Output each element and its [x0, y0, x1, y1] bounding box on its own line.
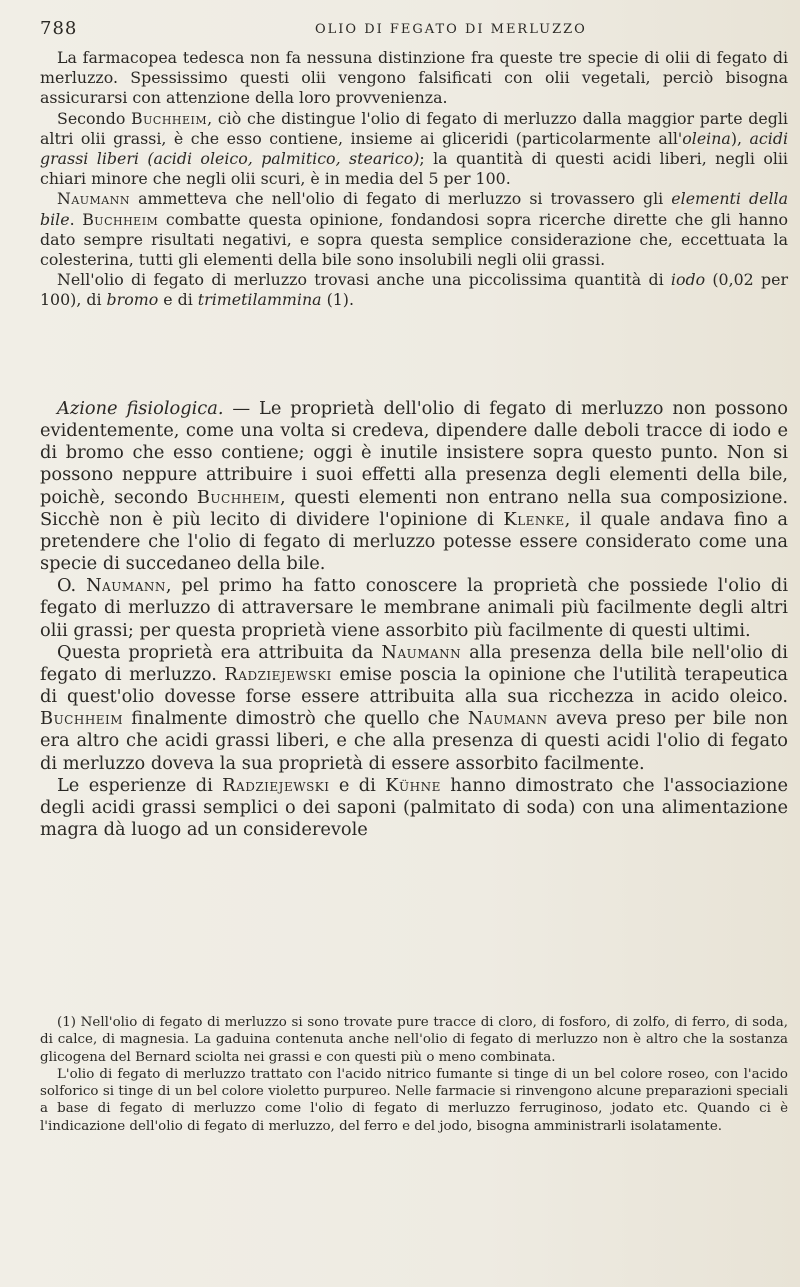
- section-heading: Azione fisiologica.: [57, 398, 224, 419]
- author-name: Buchheim: [40, 708, 124, 730]
- author-name: Klenke: [503, 508, 565, 530]
- author-name: Radziejewski: [222, 774, 330, 796]
- text-run: — Le proprietà dell'olio di fegato di merluzzo non possono evidentemente, come una volta si credeva, dipendere dalle deboli tracce di iodo e di bromo che esso contiene; oggi è inutile insistere sopra questo punto. Non si possono neppure attribuire i suoi effetti alla presenza degli elementi della bile, poichè, secondo: [40, 398, 788, 508]
- paragraph-oleic-acid: [40, 642, 788, 775]
- text-run: , ciò che distingue l'olio di fegato di merluzzo dalla maggior parte degli altri olii grassi, è che esso contiene, insieme ai gliceridi (particolarmente all': [40, 108, 788, 148]
- footnote-1: (1) Nell'olio di fegato di merluzzo si sono trovate pure tracce di cloro, di fosforo, di zolfo, di ferro, di soda, di calce, di magnesia. La gaduina contenuta anche nell'olio di fegato di merluzzo non è altro che la sostanza glicogena del Bernard sciolta nei grassi e con questi più o meno combinata.: [40, 1015, 788, 1065]
- text-run: alla presenza della bile nell'olio di fegato di merluzzo.: [40, 641, 788, 685]
- author-name: Naumann: [57, 189, 130, 209]
- text-run: Questa proprietà era attribuita da: [57, 641, 382, 663]
- physiological-action-section: [40, 398, 788, 841]
- term: iodo: [670, 270, 706, 290]
- author-name: Radziejewski: [224, 663, 332, 685]
- text-run: finalmente dimostrò che quello che: [123, 708, 468, 730]
- author-name: Naumann: [467, 708, 548, 730]
- text-run: (1).: [321, 290, 354, 310]
- paragraph-iodine: [40, 270, 788, 310]
- text-run: , questi elementi non entrano nella sua composizione. Sicchè non è più lecito di dividere l'opinione di: [40, 486, 789, 530]
- term: acidi grassi liberi (acidi oleico, palmitico, stearico): [40, 128, 788, 169]
- page-number: 788: [40, 18, 78, 39]
- paragraph-experiments: [40, 775, 788, 841]
- text-run: ; la quantità di questi acidi liberi, negli olii chiari minore che negli olii scuri, è in media del 5 per 100.: [40, 149, 788, 189]
- author-name: Buchheim: [196, 486, 280, 508]
- text-run: hanno dimostrato che l'associazione degli acidi grassi semplici o dei saponi (palmitato di soda) con una alimentazione magra dà luogo ad un considerevole: [40, 774, 788, 840]
- text-run: e di: [329, 774, 386, 796]
- paragraph-buchheim-acids: [40, 109, 788, 190]
- text-run: , pel primo ha fatto conoscere la proprietà che possiede l'olio di fegato di merluzzo di attraversare le membrane animali più facilmente degli altri olii grassi; per questa proprietà viene assorbito più facilmente di questi ultimi.: [40, 575, 789, 641]
- text-run: (0,02 per 100), di: [40, 270, 789, 310]
- author-name: Naumann: [86, 575, 166, 597]
- term: bromo: [106, 290, 159, 310]
- text-run: combatte questa opinione, fondandosi sopra ricerche dirette che gli hanno dato sempre risultati negativi, e sopra questa semplice considerazione che, eccettuata la colesterina, tutti gli elementi della bile sono insolubili negli olii grassi.: [40, 209, 789, 270]
- term: elementi della bile: [40, 189, 789, 229]
- text-run: ),: [730, 128, 750, 148]
- author-name: Kühne: [385, 774, 441, 796]
- text-run: Le esperienze di: [57, 774, 223, 796]
- paragraph-action: [40, 398, 788, 575]
- paragraph-naumann-bile: [40, 189, 788, 270]
- page-header: [40, 18, 780, 44]
- small-text-section: [40, 48, 788, 311]
- term: trimetilammina: [197, 290, 322, 310]
- footnote-1-continued: L'olio di fegato di merluzzo trattato con l'acido nitrico fumante si tinge di un bel colore roseo, con l'acido solforico si tinge di un bel colore violetto purpureo. Nelle farmacie si rinvengono alcune preparazioni speciali a base di fegato di merluzzo come l'olio di fegato di merluzzo ferruginoso, jodato etc. Quando ci è l'indicazione dell'olio di fegato di merluzzo, del ferro e del jodo, bisogna amministrarli isolatamente.: [40, 1066, 788, 1134]
- text-run: Secondo: [57, 108, 132, 128]
- paragraph-naumann-membranes: [40, 575, 788, 641]
- text-run: emise poscia la opinione che l'utilità terapeutica di quest'olio dovesse forse essere attribuita alla sua ricchezza in acido oleico.: [40, 663, 788, 708]
- text-run: aveva preso per bile non era altro che acidi grassi liberi, e che alla presenza di questi acidi l'olio di fegato di merluzzo doveva la sua proprietà di essere assorbito facilmente.: [40, 708, 789, 774]
- text-run: , il quale andava fino a pretendere che l'olio di fegato di merluzzo potesse essere considerato come una specie di succedaneo della bile.: [40, 508, 789, 575]
- text-run: ammetteva che nell'olio di fegato di merluzzo si trovassero gli: [130, 189, 672, 209]
- running-title: OLIO DI FEGATO DI MERLUZZO: [315, 22, 587, 37]
- author-name: Buchheim: [82, 209, 159, 229]
- text-run: e di: [158, 290, 198, 310]
- text-run: Nell'olio di fegato di merluzzo trovasi anche una piccolissima quantità di: [57, 270, 671, 290]
- text-run: O.: [57, 575, 87, 597]
- author-name: Naumann: [381, 641, 462, 663]
- footnotes: [40, 1014, 788, 1135]
- paragraph-pharmacopoeia: La farmacopea tedesca non fa nessuna distinzione fra queste tre specie di olii di fegato di merluzzo. Spessissimo questi olii vengono falsificati con olii vegetali, perciò bisogna assicurarsi con attenzione della loro provvenienza.: [40, 48, 788, 108]
- text-run: .: [69, 209, 83, 229]
- term: oleina: [682, 128, 731, 148]
- author-name: Buchheim: [131, 108, 208, 128]
